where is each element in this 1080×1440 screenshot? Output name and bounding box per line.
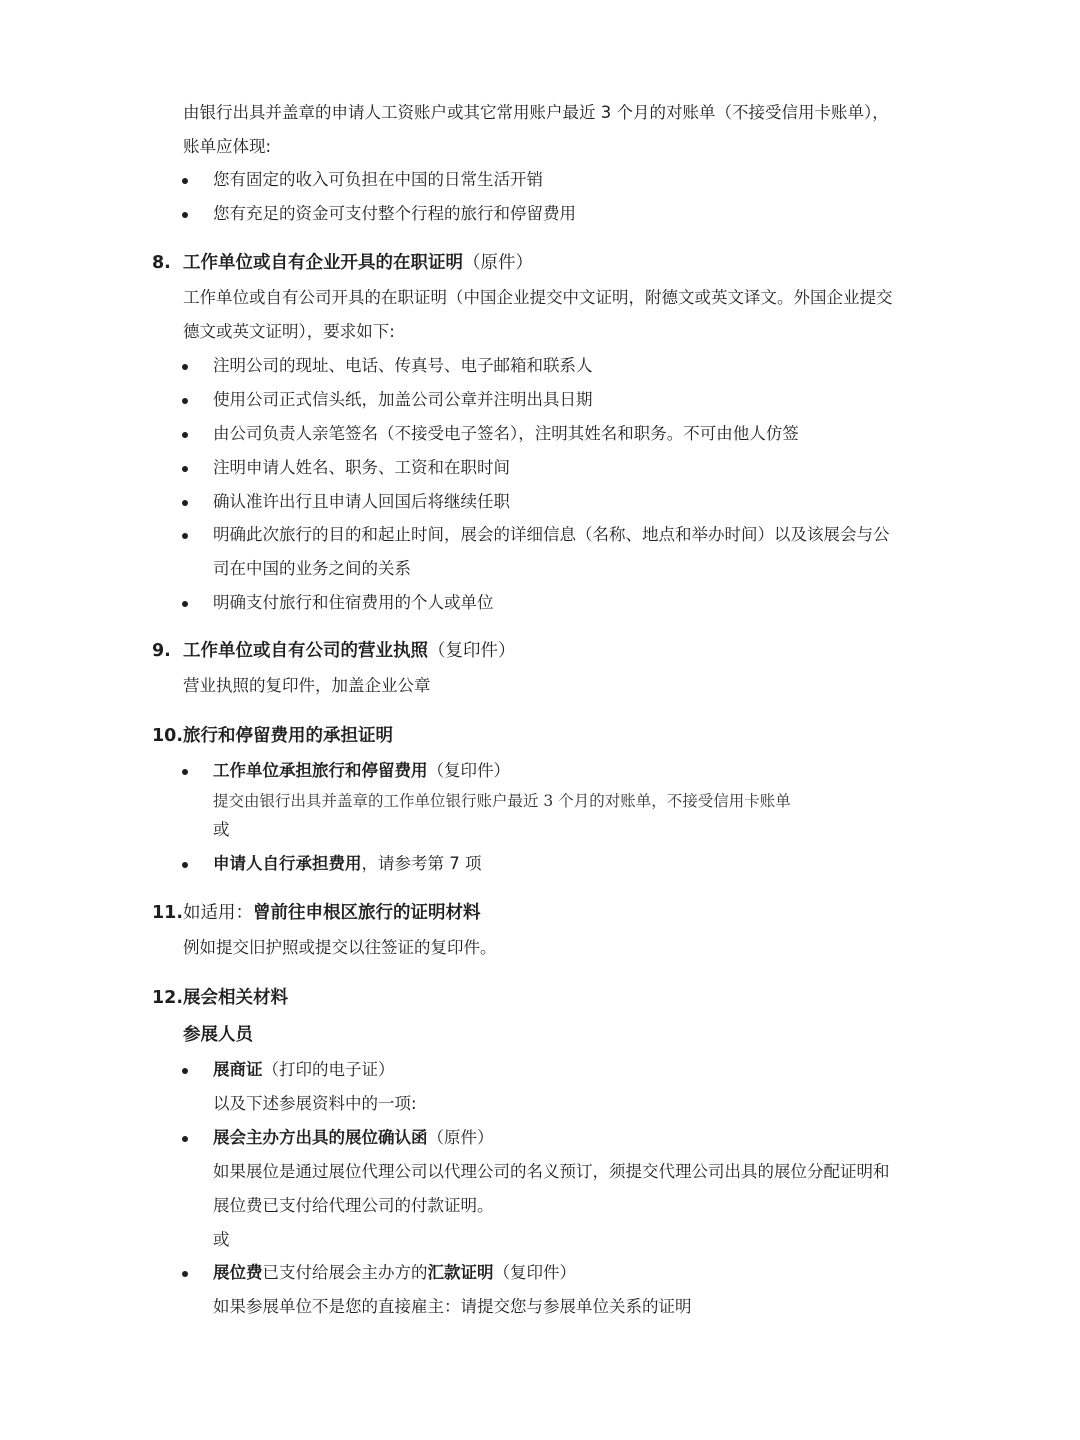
section-10-bullet-2 [213, 853, 482, 875]
section-9-title: 工作单位或自有公司的营业执照 [183, 641, 428, 661]
bullet-dot [182, 601, 188, 607]
section-12-subtitle-text: 参展人员 [183, 1025, 253, 1045]
section-8-bullet-4: 注明申请人姓名、职务、工资和在职时间 [213, 458, 510, 477]
section-8-title: 工作单位或自有企业开具的在职证明 [183, 253, 463, 273]
section-8-number: 8. [152, 253, 171, 273]
section-11-prefix: 如适用： [183, 903, 253, 923]
section-10-number: 10. [152, 726, 184, 746]
section-12-bullet-2-desc-1: 如果展位是通过展位代理公司以代理公司的名义预订，须提交代理公司出具的展位分配证明和 [213, 1162, 890, 1181]
section-9-desc: 营业执照的复印件，加盖企业公章 [183, 676, 431, 695]
bullet-dot [182, 769, 188, 775]
section-12-bullet-2-title: 展会主办方出具的展位确认函 [213, 1128, 428, 1147]
section-12-bullet-1 [213, 1059, 395, 1081]
section-8-desc-1: 工作单位或自有公司开具的在职证明（中国企业提交中文证明，附德文或英文译文。外国企业提交 [183, 288, 893, 307]
section-12-bullet-3-c: 汇款证明 [427, 1263, 494, 1282]
section-10-bullet-2-note: ，请参考第 7 项 [361, 854, 482, 873]
section-10-bullet-1-title: 工作单位承担旅行和停留费用 [213, 761, 428, 780]
bullet-dot [182, 398, 188, 404]
section-10-or: 或 [213, 820, 230, 839]
section-8-bullet-5: 确认准许出行且申请人回国后将继续任职 [213, 492, 510, 511]
section-8-note: （原件） [463, 253, 533, 273]
bullet-dot [182, 178, 188, 184]
section-12-subtitle [183, 1023, 253, 1047]
section-12-bullet-2-desc-2: 展位费已支付给代理公司的付款证明。 [213, 1196, 494, 1215]
section-8-bullet-3: 由公司负责人亲笔签名（不接受电子签名），注明其姓名和职务。不可由他人仿签 [213, 424, 799, 443]
intro-bullet-1: 您有固定的收入可负担在中国的日常生活开销 [213, 170, 543, 189]
bullet-dot [182, 1068, 188, 1074]
section-12-bullet-2 [213, 1127, 494, 1149]
section-8-bullet-2: 使用公司正式信头纸，加盖公司公章并注明出具日期 [213, 390, 593, 409]
bullet-dot [182, 1271, 188, 1277]
section-8-bullet-1: 注明公司的现址、电话、传真号、电子邮箱和联系人 [213, 356, 593, 375]
section-11-desc: 例如提交旧护照或提交以往签证的复印件。 [183, 938, 497, 957]
section-8-bullet-6-cont: 司在中国的业务之间的关系 [213, 559, 411, 578]
bullet-dot [182, 466, 188, 472]
section-11-number: 11. [152, 903, 184, 923]
section-12-bullet-3-a: 展位费 [213, 1263, 263, 1282]
section-10-title: 旅行和停留费用的承担证明 [183, 726, 393, 746]
section-12-bullet-3-b: 已支付给展会主办方的 [262, 1263, 428, 1282]
intro-line-2: 账单应体现: [183, 137, 272, 156]
bullet-dot [182, 212, 188, 218]
section-10-bullet-1-desc: 提交由银行出具并盖章的工作单位银行账户最近 3 个月的对账单，不接受信用卡账单 [213, 792, 791, 810]
section-12-bullet-3 [213, 1262, 576, 1284]
section-12-bullet-1-desc: 以及下述参展资料中的一项: [213, 1094, 417, 1113]
section-12-or: 或 [213, 1230, 230, 1249]
section-12-number: 12. [152, 988, 184, 1008]
section-11-title: 曾前往申根区旅行的证明材料 [253, 903, 481, 923]
section-9-number: 9. [152, 641, 171, 661]
bullet-dot [182, 500, 188, 506]
section-10-bullet-1-note: （复印件） [427, 761, 510, 780]
bullet-dot [182, 432, 188, 438]
section-8-desc-2: 德文或英文证明），要求如下: [183, 322, 395, 341]
section-12-bullet-1-note: （打印的电子证） [262, 1060, 395, 1079]
bullet-dot [182, 1136, 188, 1142]
bullet-dot [182, 364, 188, 370]
section-10-bullet-1 [213, 760, 510, 782]
bullet-dot [182, 533, 188, 539]
bullet-dot [182, 862, 188, 868]
section-10-bullet-2-title: 申请人自行承担费用 [213, 854, 362, 873]
section-12-title: 展会相关材料 [183, 988, 288, 1008]
section-12-bullet-1-title: 展商证 [213, 1060, 263, 1079]
section-12-bullet-2-note: （原件） [427, 1128, 494, 1147]
section-8-bullet-7: 明确支付旅行和住宿费用的个人或单位 [213, 593, 494, 612]
section-12-bullet-3-note: （复印件） [493, 1263, 576, 1282]
section-9-note: （复印件） [428, 641, 516, 661]
section-8-bullet-6: 明确此次旅行的目的和起止时间，展会的详细信息（名称、地点和举办时间）以及该展会与公 [213, 525, 890, 544]
intro-line-1: 由银行出具并盖章的申请人工资账户或其它常用账户最近 3 个月的对账单（不接受信用卡账单）， [183, 103, 889, 122]
intro-bullet-2: 您有充足的资金可支付整个行程的旅行和停留费用 [213, 204, 576, 223]
section-12-bullet-3-desc: 如果参展单位不是您的直接雇主：请提交您与参展单位关系的证明 [213, 1297, 692, 1316]
